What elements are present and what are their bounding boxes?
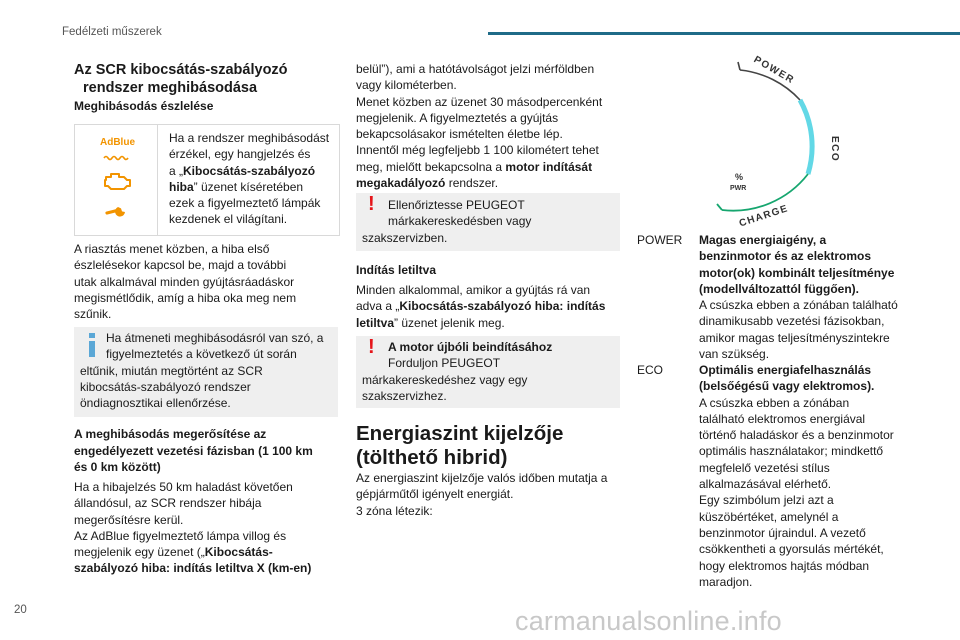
header-title: Fedélzeti műszerek <box>62 26 162 38</box>
watermark: carmanualsonline.info <box>515 606 782 636</box>
warning-box-dealer: ! Ellenőriztesse PEUGEOT márkakereskedésben vagy szakszervizben. <box>356 193 620 251</box>
warning-exclamation-icon: ! <box>368 193 375 215</box>
alert-paragraph: A riasztás menet közben, a hiba első észlelésekor kapcsol be, majd a további utak alkalmával minden gyújtásráadáskor megismétlődik, amíg a hiba oka meg nem szűnik. <box>74 242 297 322</box>
adblue-icon <box>100 137 135 166</box>
power-definition: Magas energiaigény, a benzinmotor és az elektromos motor(ok) kombinált teljesítménye (modellváltozattól függően). A csúszka ebben a zónában található dinamikusabb vezetési fázisokban, amikor magas teljesítményszintekre van szükség. <box>699 233 898 362</box>
gauge-eco-label: ECO <box>829 136 840 163</box>
confirm-paragraph: Ha a hibajelzés 50 km haladást követően állandósul, az SCR rendszer hibája megerősítésre kerül. Az AdBlue figyelmeztető lámpa villog és megjelenik egy üzenet („Kibocsátás- szabályozó hiba: indítás letiltva X (km-en) <box>74 480 312 576</box>
start-blocked-heading: Indítás letiltva <box>356 263 437 277</box>
wrench-icon <box>105 203 129 219</box>
energy-paragraph: Az energiaszint kijelzője valós időben mutatja a gépjárműtől igényelt energiát. 3 zóna létezik: <box>356 471 608 518</box>
adblue-icon-label: AdBlue <box>100 137 135 148</box>
gauge-power-tick <box>738 62 740 70</box>
section-title-line2: rendszer meghibásodása <box>83 80 258 96</box>
gauge-charge-tick <box>717 204 722 210</box>
gauge-power-label: POWER <box>751 54 797 87</box>
gauge-percent: % <box>735 172 744 182</box>
header-rule <box>488 32 960 35</box>
gauge-charge-label: CHARGE <box>737 203 790 230</box>
confirm-heading: A meghibásodás megerősítése az engedélyezett vezetési fázisban (1 100 km és 0 km között) <box>74 427 313 474</box>
eco-definition: Optimális energiafelhasználás (belsőégésű vagy elektromos). A csúszka ebben a zónában található elektromos energiával történő haladáskor és a benzinmotor optimális használatakor; mindkettő megfelelő vezetési stílus alkalmazásával elérhető. Egy szimbólum jelzi azt a küszöbértéket, amelynél a benzinmotor újraindul. A vezető csökkentheti a gyorsulás mértékét, hogy elektromos hajtás módban maradjon. <box>699 363 894 589</box>
section-title <box>74 61 288 97</box>
info-box: Ha átmeneti meghibásodásról van szó, a figyelmeztetés a következő út során eltűnik, miután megtörtént az SCR kibocsátás-szabályozó rendszer öndiagnosztikai ellenőrzése. <box>74 327 338 417</box>
start-blocked-paragraph: Minden alkalommal, amikor a gyújtás rá van adva a „Kibocsátás-szabályozó hiba: indítás letiltva” üzenet jelenik meg. <box>356 283 606 330</box>
page-number: 20 <box>14 604 27 616</box>
eco-term: ECO <box>637 363 664 377</box>
detect-heading: Meghibásodás észlelése <box>74 99 214 113</box>
gauge-pwr-label: PWR <box>730 185 747 192</box>
gauge-eco-arc <box>800 100 812 174</box>
warning-lamps-box <box>74 124 340 236</box>
warning-lamps-text: Ha a rendszer meghibásodást érzékel, egy hangjelzés és a „Kibocsátás-szabályozó hiba” üzenet kíséretében ezek a figyelmeztető lámpák kezdenek el világítani. <box>169 131 330 227</box>
section-title-line1: Az SCR kibocsátás-szabályozó <box>74 62 288 78</box>
engine-warning-icon <box>101 171 133 193</box>
info-icon <box>88 333 96 357</box>
warning-box-restart: ! A motor újbóli beindításához Forduljon PEUGEOT márkakereskedéshez vagy egy szakszervizhez. <box>356 336 620 408</box>
energy-gauge <box>690 44 850 234</box>
warning-exclamation-icon: ! <box>368 336 375 358</box>
power-term: POWER <box>637 233 683 247</box>
range-paragraph: belül”), ami a hatótávolságot jelzi mérföldben vagy kilométerben. Menet közben az üzenet 30 másodpercenként megjelenik. A figyelmeztetés a gyújtás bekapcsolásakor ismételten életbe lép. Innentől még legfeljebb 1 100 kilométert tehet meg, mielőtt bekapcsolna a motor indítását megakadályozó rendszer. <box>356 62 603 191</box>
energy-title: Energiaszint kijelzője (tölthető hibrid) <box>356 422 564 469</box>
